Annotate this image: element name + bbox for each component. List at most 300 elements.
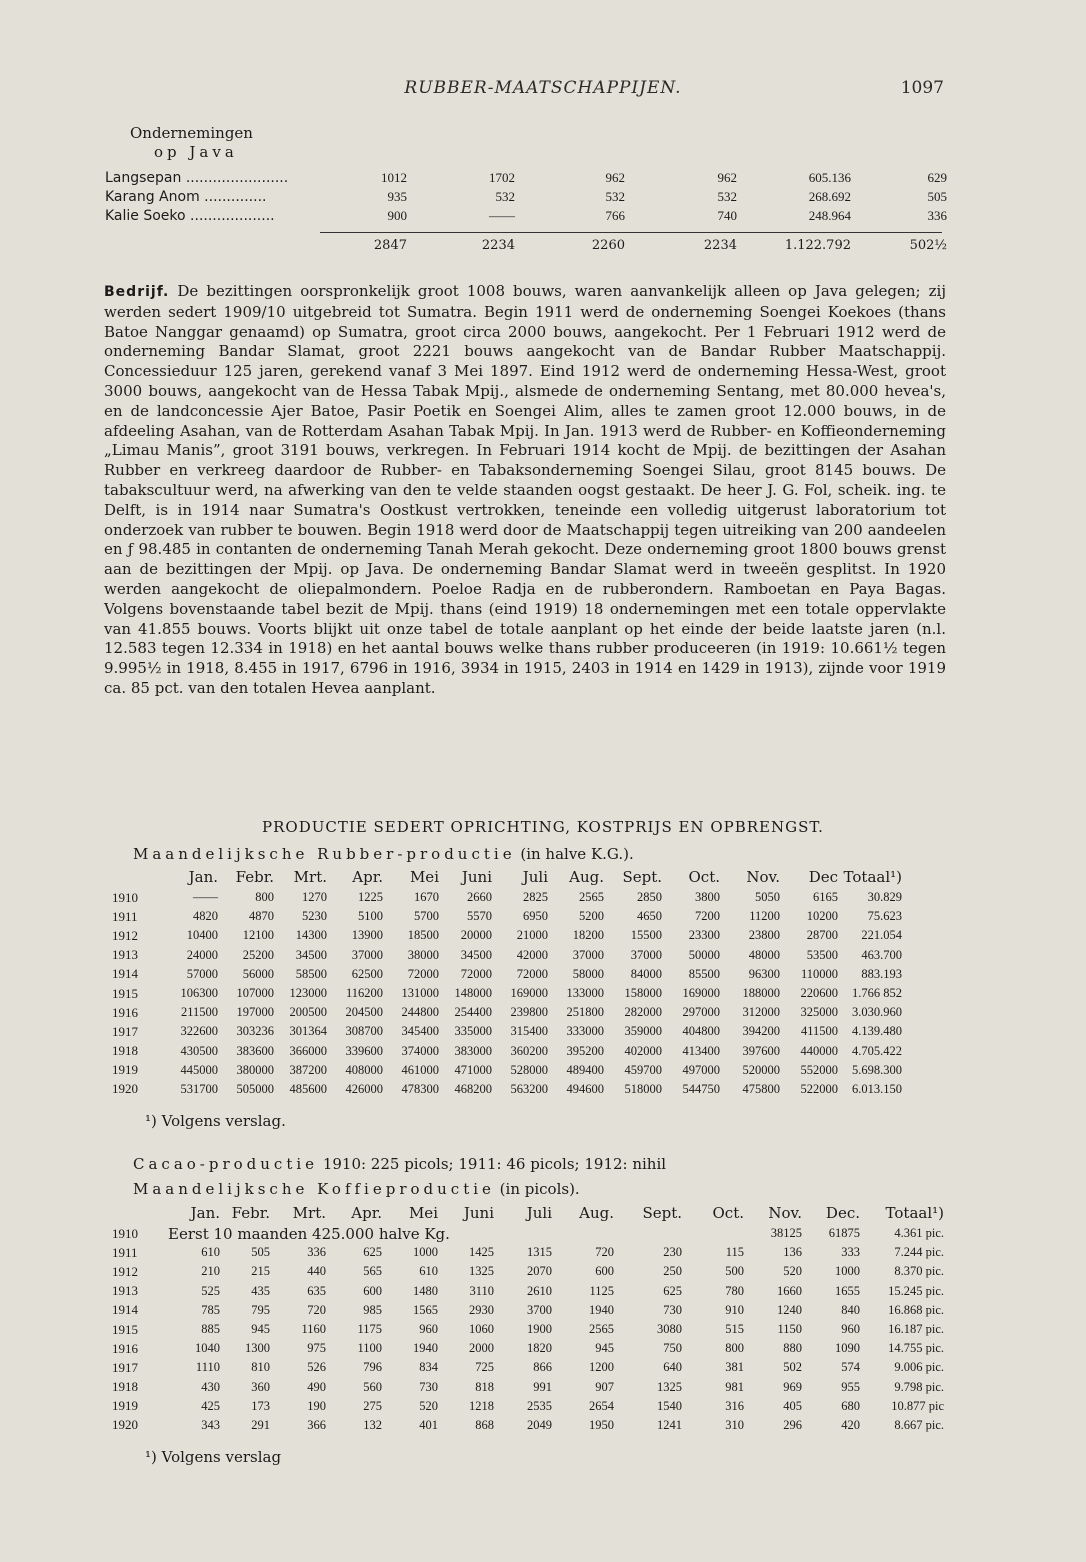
table-cell: 190 bbox=[307, 1398, 326, 1413]
year-cell: 1920 bbox=[112, 1417, 138, 1433]
table-cell: 1950 bbox=[589, 1417, 614, 1432]
table-cell: 380000 bbox=[236, 1062, 274, 1077]
column-header: Mei bbox=[408, 1204, 438, 1222]
table-cell: 23800 bbox=[748, 928, 780, 943]
table-cell: 518000 bbox=[624, 1081, 662, 1096]
table-row bbox=[112, 907, 902, 926]
table-cell: 18200 bbox=[572, 928, 604, 943]
table-cell: 526 bbox=[307, 1360, 326, 1375]
table-row bbox=[112, 946, 902, 965]
table-cell: 11200 bbox=[749, 909, 780, 924]
table-cell: 981 bbox=[725, 1379, 744, 1394]
table-cell: 605.136 bbox=[808, 169, 851, 185]
total-cell: 75.623 bbox=[867, 909, 902, 924]
table-cell: 106300 bbox=[180, 986, 218, 1001]
table-row bbox=[112, 1301, 944, 1320]
year-cell: 1919 bbox=[112, 1062, 138, 1078]
table-cell: 610 bbox=[419, 1264, 438, 1279]
table-cell: 84000 bbox=[630, 966, 662, 981]
table-cell: 169000 bbox=[682, 986, 720, 1001]
table-cell: 1270 bbox=[302, 890, 327, 905]
year-cell: 1912 bbox=[112, 927, 138, 943]
rubber-label: Maandelijksche Rubber-productie bbox=[133, 845, 516, 863]
table-cell: 796 bbox=[363, 1360, 382, 1375]
table-cell: 5570 bbox=[467, 909, 492, 924]
table-cell: 1000 bbox=[413, 1245, 438, 1260]
column-header: Oct. bbox=[712, 1204, 744, 1222]
table-cell: 248.964 bbox=[808, 207, 851, 223]
table-cell: 2654 bbox=[589, 1398, 614, 1413]
table-cell: 383600 bbox=[236, 1043, 274, 1058]
table-cell: 600 bbox=[595, 1264, 614, 1279]
table-cell: 960 bbox=[841, 1322, 860, 1337]
table-cell: 505 bbox=[251, 1245, 270, 1260]
table-cell: 610 bbox=[201, 1245, 220, 1260]
table-cell: 23300 bbox=[688, 928, 720, 943]
table-cell: 188000 bbox=[742, 986, 780, 1001]
table-cell: 532 bbox=[605, 188, 625, 204]
total-cell: 16.868 pic. bbox=[888, 1302, 944, 1317]
table-cell: 14300 bbox=[295, 928, 327, 943]
table-cell: 969 bbox=[783, 1379, 802, 1394]
table-cell: 366000 bbox=[289, 1043, 327, 1058]
table-cell: 325000 bbox=[800, 1005, 838, 1020]
year-cell: 1916 bbox=[112, 1340, 138, 1356]
table-cell: 445000 bbox=[180, 1062, 218, 1077]
table-cell: 520000 bbox=[742, 1062, 780, 1077]
total-cell: 9.798 pic. bbox=[894, 1379, 944, 1394]
table-cell: 107000 bbox=[236, 986, 274, 1001]
table-cell: 254400 bbox=[454, 1005, 492, 1020]
table-cell: 680 bbox=[841, 1398, 860, 1413]
table-cell: 4820 bbox=[193, 909, 218, 924]
table-cell: 1175 bbox=[357, 1322, 382, 1337]
table-cell: 48000 bbox=[748, 947, 780, 962]
cacao-label: Cacao-productie bbox=[133, 1155, 319, 1173]
table-cell: 900 bbox=[387, 207, 407, 223]
table-cell: 1702 bbox=[489, 169, 515, 185]
table-cell: 750 bbox=[663, 1341, 682, 1356]
table-cell: 110000 bbox=[800, 966, 838, 981]
table-cell: 625 bbox=[363, 1245, 382, 1260]
total-cell: 3.030.960 bbox=[852, 1005, 902, 1020]
table-row bbox=[105, 187, 947, 206]
table-cell: 531700 bbox=[180, 1081, 218, 1096]
table-cell: 1218 bbox=[469, 1398, 494, 1413]
total-cell: 2234 bbox=[481, 238, 515, 253]
table-cell: 800 bbox=[725, 1341, 744, 1356]
table-row bbox=[112, 1061, 902, 1080]
table-cell: 522000 bbox=[800, 1081, 838, 1096]
table-cell: 960 bbox=[419, 1322, 438, 1337]
year-cell: 1913 bbox=[112, 947, 138, 963]
table-cell: 625 bbox=[663, 1283, 682, 1298]
table-cell: 2535 bbox=[527, 1398, 552, 1413]
table-cell: 21000 bbox=[516, 928, 548, 943]
table-row bbox=[112, 1262, 944, 1281]
table-cell: 1940 bbox=[413, 1341, 438, 1356]
java-heading-line1: Ondernemingen bbox=[130, 124, 253, 142]
table-row bbox=[112, 1042, 902, 1061]
table-cell: 387200 bbox=[289, 1062, 327, 1077]
total-cell: 5.698.300 bbox=[852, 1062, 902, 1077]
table-cell: 1300 bbox=[245, 1341, 270, 1356]
table-cell: 268.692 bbox=[808, 188, 851, 204]
column-header: Dec bbox=[808, 868, 838, 886]
table-cell: 404800 bbox=[682, 1024, 720, 1039]
table-cell: 4870 bbox=[249, 909, 274, 924]
table-cell: 459700 bbox=[624, 1062, 662, 1077]
java-totals-row bbox=[105, 238, 947, 253]
table-cell: 322600 bbox=[180, 1024, 218, 1039]
table-cell: 505000 bbox=[236, 1081, 274, 1096]
table-cell: 20000 bbox=[460, 928, 492, 943]
table-cell: 1820 bbox=[527, 1341, 552, 1356]
rubber-footnote: ¹) Volgens verslag. bbox=[145, 1112, 286, 1130]
total-cell: 2234 bbox=[703, 238, 737, 253]
table-cell: 13900 bbox=[351, 928, 383, 943]
total-cell: 16.187 pic. bbox=[888, 1322, 944, 1337]
table-row bbox=[112, 1378, 944, 1397]
table-cell: 1940 bbox=[589, 1302, 614, 1317]
table-cell: 345400 bbox=[401, 1024, 439, 1039]
year-cell: 1913 bbox=[112, 1283, 138, 1299]
table-cell: 116200 bbox=[345, 986, 383, 1001]
table-cell: 4650 bbox=[637, 909, 662, 924]
year-cell: 1917 bbox=[112, 1359, 138, 1375]
table-cell: 115 bbox=[725, 1245, 744, 1260]
coffee-unit: (in picols). bbox=[494, 1180, 580, 1198]
table-cell: 1150 bbox=[777, 1322, 802, 1337]
table-cell: 1325 bbox=[657, 1379, 682, 1394]
table-cell: 315400 bbox=[510, 1024, 548, 1039]
total-cell: 30.829 bbox=[867, 890, 902, 905]
table-cell: 1100 bbox=[357, 1341, 382, 1356]
table-cell: 133000 bbox=[566, 986, 604, 1001]
table-cell: 2000 bbox=[469, 1341, 494, 1356]
table-cell: 430 bbox=[201, 1379, 220, 1394]
table-cell: 336 bbox=[307, 1245, 326, 1260]
column-header bbox=[112, 866, 156, 888]
table-cell: 2825 bbox=[523, 890, 548, 905]
table-row bbox=[112, 1416, 944, 1435]
table-cell: 5050 bbox=[755, 890, 780, 905]
column-header: Jan. bbox=[190, 1204, 220, 1222]
year-cell: 1914 bbox=[112, 1302, 138, 1318]
table-cell: 640 bbox=[663, 1360, 682, 1375]
table-cell: 962 bbox=[717, 169, 737, 185]
table-cell: 935 bbox=[387, 188, 407, 204]
production-section-title: PRODUCTIE SEDERT OPRICHTING, KOSTPRIJS EN OPBRENGST. bbox=[262, 818, 824, 836]
table-cell: 169000 bbox=[510, 986, 548, 1001]
table-cell: 1660 bbox=[777, 1283, 802, 1298]
year-cell: 1920 bbox=[112, 1081, 138, 1097]
table-cell: 366 bbox=[307, 1417, 326, 1432]
table-header-row bbox=[112, 866, 902, 888]
table-cell: 96300 bbox=[748, 966, 780, 981]
table-cell: 25200 bbox=[242, 947, 274, 962]
year-cell: 1918 bbox=[112, 1043, 138, 1059]
table-cell: 210 bbox=[201, 1264, 220, 1279]
table-cell: 401 bbox=[419, 1417, 438, 1432]
column-header: Nov. bbox=[768, 1204, 802, 1222]
total-cell: 4.361 pic. bbox=[894, 1226, 944, 1241]
table-cell: 158000 bbox=[624, 986, 662, 1001]
table-cell: 800 bbox=[255, 890, 274, 905]
table-cell: 1480 bbox=[413, 1283, 438, 1298]
table-cell: 394200 bbox=[742, 1024, 780, 1039]
total-cell: 14.755 pic. bbox=[888, 1341, 944, 1356]
column-header: Febr. bbox=[231, 1204, 270, 1222]
table-cell: 945 bbox=[595, 1341, 614, 1356]
table-cell: 58500 bbox=[295, 966, 327, 981]
column-header bbox=[112, 1202, 156, 1224]
page-number: 1097 bbox=[900, 78, 944, 98]
table-cell: 296 bbox=[783, 1417, 802, 1432]
total-cell: 1.766 852 bbox=[852, 986, 902, 1001]
total-cell: 6.013.150 bbox=[852, 1081, 902, 1096]
table-cell: 1200 bbox=[589, 1360, 614, 1375]
table-cell: 1315 bbox=[527, 1245, 552, 1260]
java-heading-line2: op Java bbox=[154, 143, 238, 161]
total-cell: 8.370 pic. bbox=[894, 1264, 944, 1279]
table-cell: 532 bbox=[717, 188, 737, 204]
table-cell: 2850 bbox=[637, 890, 662, 905]
table-cell: 1040 bbox=[195, 1341, 220, 1356]
table-cell: 408000 bbox=[345, 1062, 383, 1077]
table-cell: 430500 bbox=[180, 1043, 218, 1058]
table-cell: 560 bbox=[363, 1379, 382, 1394]
column-header: Febr. bbox=[235, 868, 274, 886]
column-header: Dec. bbox=[825, 1204, 860, 1222]
table-cell: 1240 bbox=[777, 1302, 802, 1317]
column-header: Aug. bbox=[579, 1204, 614, 1222]
table-cell: 574 bbox=[841, 1360, 860, 1375]
table-cell: 282000 bbox=[624, 1005, 662, 1020]
year-cell: 1918 bbox=[112, 1379, 138, 1395]
table-cell: 1012 bbox=[381, 169, 407, 185]
table-cell: 220600 bbox=[800, 986, 838, 1001]
estate-name: Karang Anom .............. bbox=[105, 188, 267, 205]
column-header: Apr. bbox=[352, 868, 383, 886]
table-cell: 336 bbox=[927, 207, 947, 223]
table-cell: 2660 bbox=[467, 890, 492, 905]
table-cell: 131000 bbox=[401, 986, 439, 1001]
table-cell: 250 bbox=[663, 1264, 682, 1279]
table-cell: 50000 bbox=[688, 947, 720, 962]
table-cell: 200500 bbox=[289, 1005, 327, 1020]
table-cell: 308700 bbox=[345, 1024, 383, 1039]
paragraph-text: De bezittingen oorspronkelijk groot 1008 bouws, waren aanvankelijk alleen op Java gelegen; zij werden sedert 1909/10 uitgebreid tot Sumatra. Begin 1911 werd de onderneming Soengei Koekoes (thans Batoe Nanggar genaamd) op Sumatra, groot circa 2000 bouws, aangekocht. Per 1 Februari 1912 werd de onderneming Bandar Slamat, groot 2221 bouws aangekocht van de Bandar Rubber Maatschappij. Concessieduur 125 jaren, gerekend vanaf 3 Mei 1897. Eind 1912 werd de onderneming Hessa-West, groot 3000 bouws, aangekocht van de Hessa Tabak Mpij., alsmede de onderneming Sentang, met 80.000 hevea's, en de landconcessie Ajer Batoe, Pasir Poetik en Soengei Alim, alles te zamen groot 12.000 bouws, in de afdeeling Asahan, van de Rotterdam Asahan Tabak Mpij. In Jan. 1913 werd de Rubber- en Koffieonderneming „Limau Manis”, groot 3191 bouws, verkregen. In Februari 1914 kocht de Mpij. de bezittingen der Asahan Rubber en verkreeg daardoor de Rubber- en Tabaksonderneming Soengei Silau, groot 8145 bouws. De tabakscultuur werd, na afwerking van den te velde staanden oogst gestaakt. De heer J. G. Fol, scheik. ing. te Delft, is in 1914 naar Sumatra's Oostkust vertrokken, teneinde een volledig uitgerust laboratorium tot onderzoek van rubber te bouwen. Begin 1918 werd door de Maatschappij tegen uitreiking van 200 aandeelen en ƒ 98.485 in contanten de onderneming Tanah Merah gekocht. Deze onderneming groot 1800 bouws grenst aan de bezittingen der Mpij. op Java. De onderneming Bandar Slamat werd in tweeën gesplitst. In 1920 werden aangekocht de oliepalmondern. Poeloe Radja en de rubberondern. Ramboetan en Paya Bagas. Volgens bovenstaande tabel bezit de Mpij. thans (eind 1919) 18 ondernemingen met een totale oppervlakte van 41.855 bouws. Voorts blijkt uit onze tabel de totale aanplant op het einde der beide laatste jaren (n.l. 12.583 tegen 12.334 in 1918) en het aantal bouws welke thans rubber produceeren (in 1919: 10.661½ tegen 9.995½ in 1918, 8.455 in 1917, 6796 in 1916, 3934 in 1915, 2403 in 1914 en 1429 in 1913), zijnde voor 1919 ca. 85 pct. van den totalen Hevea aanplant. bbox=[104, 282, 946, 697]
table-cell: 489400 bbox=[566, 1062, 604, 1077]
table-cell: 37000 bbox=[572, 947, 604, 962]
table-cell: 600 bbox=[363, 1283, 382, 1298]
coffee-1910-note: Eerst 10 maanden 425.000 halve Kg. bbox=[168, 1224, 450, 1243]
total-cell: 221.054 bbox=[861, 928, 902, 943]
table-cell: 5230 bbox=[302, 909, 327, 924]
table-row bbox=[112, 965, 902, 984]
table-cell: 520 bbox=[783, 1264, 802, 1279]
table-cell: 18500 bbox=[407, 928, 439, 943]
table-cell: 528000 bbox=[510, 1062, 548, 1077]
column-header: Aug. bbox=[569, 868, 604, 886]
bedrijf-paragraph bbox=[104, 282, 946, 699]
coffee-footnote: ¹) Volgens verslag bbox=[145, 1448, 282, 1466]
table-cell: 780 bbox=[725, 1283, 744, 1298]
table-cell: 563200 bbox=[510, 1081, 548, 1096]
table-cell: 395200 bbox=[566, 1043, 604, 1058]
table-cell: 72000 bbox=[460, 966, 492, 981]
table-cell: 840 bbox=[841, 1302, 860, 1317]
table-cell: 53500 bbox=[806, 947, 838, 962]
table-cell: 333000 bbox=[566, 1024, 604, 1039]
total-cell: 8.667 pic. bbox=[894, 1417, 944, 1432]
table-cell: 211500 bbox=[180, 1005, 218, 1020]
total-cell: 10.877 pic bbox=[891, 1398, 944, 1413]
table-row bbox=[112, 1003, 902, 1022]
table-row bbox=[112, 1358, 944, 1377]
table-cell: 730 bbox=[419, 1379, 438, 1394]
table-cell: 1565 bbox=[413, 1302, 438, 1317]
table-cell: 5100 bbox=[358, 909, 383, 924]
table-cell: 440000 bbox=[800, 1043, 838, 1058]
table-cell: 136 bbox=[783, 1245, 802, 1260]
table-cell: 85500 bbox=[688, 966, 720, 981]
total-cell: 502½ bbox=[909, 238, 947, 253]
table-cell: 62500 bbox=[351, 966, 383, 981]
java-estates-table bbox=[105, 168, 947, 225]
table-cell: 730 bbox=[663, 1302, 682, 1317]
table-cell: 291 bbox=[251, 1417, 270, 1432]
rubber-unit: (in halve K.G.). bbox=[515, 845, 634, 863]
table-cell: 525 bbox=[201, 1283, 220, 1298]
table-cell: 720 bbox=[307, 1302, 326, 1317]
table-cell: 275 bbox=[363, 1398, 382, 1413]
table-cell: 544750 bbox=[682, 1081, 720, 1096]
table-row bbox=[112, 1224, 944, 1243]
column-header: Apr. bbox=[351, 1204, 382, 1222]
table-cell: 312000 bbox=[742, 1005, 780, 1020]
table-row bbox=[105, 238, 947, 253]
table-cell: 785 bbox=[201, 1302, 220, 1317]
table-cell: 6950 bbox=[523, 909, 548, 924]
table-cell: 1670 bbox=[414, 890, 439, 905]
table-row bbox=[112, 1282, 944, 1301]
table-cell: 230 bbox=[663, 1245, 682, 1260]
table-cell: 34500 bbox=[460, 947, 492, 962]
table-cell: 374000 bbox=[401, 1043, 439, 1058]
table-cell: 251800 bbox=[566, 1005, 604, 1020]
table-cell: 1060 bbox=[469, 1322, 494, 1337]
table-cell bbox=[105, 238, 357, 253]
estate-name: Langsepan ....................... bbox=[105, 169, 289, 186]
total-cell: 15.245 pic. bbox=[888, 1283, 944, 1298]
table-cell: 1900 bbox=[527, 1322, 552, 1337]
table-cell: 3700 bbox=[527, 1302, 552, 1317]
java-table-heading bbox=[130, 124, 253, 162]
table-cell: 795 bbox=[251, 1302, 270, 1317]
table-cell: 411500 bbox=[800, 1024, 838, 1039]
running-header-title: RUBBER-MAATSCHAPPIJEN. bbox=[404, 78, 682, 98]
column-header: Juli bbox=[526, 1204, 552, 1222]
table-row bbox=[112, 1339, 944, 1358]
table-cell: 834 bbox=[419, 1360, 438, 1375]
table-cell: 61875 bbox=[828, 1226, 860, 1241]
table-cell: 720 bbox=[595, 1245, 614, 1260]
table-row bbox=[112, 1022, 902, 1041]
table-cell: 38000 bbox=[407, 947, 439, 962]
table-cell: 57000 bbox=[186, 966, 218, 981]
table-cell: 494600 bbox=[566, 1081, 604, 1096]
year-cell: 1910 bbox=[112, 1225, 138, 1241]
total-cell: 1.122.792 bbox=[784, 238, 851, 253]
table-cell: 910 bbox=[725, 1302, 744, 1317]
table-cell: 478300 bbox=[401, 1081, 439, 1096]
table-row bbox=[105, 168, 947, 187]
table-cell: 766 bbox=[605, 207, 625, 223]
table-row bbox=[112, 926, 902, 945]
table-cell: 2070 bbox=[527, 1264, 552, 1279]
table-cell: 3110 bbox=[469, 1283, 494, 1298]
table-cell: 552000 bbox=[800, 1062, 838, 1077]
table-cell: 962 bbox=[605, 169, 625, 185]
table-cell: 173 bbox=[251, 1398, 270, 1413]
table-row bbox=[112, 888, 902, 907]
table-row bbox=[112, 1243, 944, 1262]
column-header: Jan. bbox=[188, 868, 218, 886]
table-cell: 880 bbox=[783, 1341, 802, 1356]
table-cell: —— bbox=[193, 890, 218, 905]
table-cell: 955 bbox=[841, 1379, 860, 1394]
table-row bbox=[112, 1320, 944, 1339]
table-cell: 1655 bbox=[835, 1283, 860, 1298]
table-cell: 5200 bbox=[579, 909, 604, 924]
table-cell: 868 bbox=[475, 1417, 494, 1432]
table-cell: 818 bbox=[475, 1379, 494, 1394]
table-cell: 975 bbox=[307, 1341, 326, 1356]
table-cell: 56000 bbox=[242, 966, 274, 981]
table-cell: 413400 bbox=[682, 1043, 720, 1058]
table-cell: 740 bbox=[717, 207, 737, 223]
table-row bbox=[112, 1397, 944, 1416]
table-cell: 991 bbox=[533, 1379, 552, 1394]
table-cell: 1425 bbox=[469, 1245, 494, 1260]
year-cell: 1911 bbox=[112, 1244, 138, 1260]
cacao-line bbox=[133, 1155, 666, 1173]
table-header-row bbox=[112, 1202, 944, 1224]
table-cell: 333 bbox=[841, 1245, 860, 1260]
table-cell: 123000 bbox=[289, 986, 327, 1001]
table-cell: 1225 bbox=[358, 890, 383, 905]
table-cell: 405 bbox=[783, 1398, 802, 1413]
table-cell: 10400 bbox=[186, 928, 218, 943]
table-cell: 383000 bbox=[454, 1043, 492, 1058]
table-cell: 34500 bbox=[295, 947, 327, 962]
estate-name: Kalie Soeko ................... bbox=[105, 207, 275, 224]
table-cell: 475800 bbox=[742, 1081, 780, 1096]
column-header: Sept. bbox=[622, 868, 662, 886]
table-cell: 1110 bbox=[195, 1360, 220, 1375]
table-cell: 629 bbox=[927, 169, 947, 185]
table-cell: 2610 bbox=[527, 1283, 552, 1298]
table-cell: 5700 bbox=[414, 909, 439, 924]
table-cell: 360 bbox=[251, 1379, 270, 1394]
column-header: Mei bbox=[409, 868, 439, 886]
table-cell: 490 bbox=[307, 1379, 326, 1394]
table-cell: 945 bbox=[251, 1322, 270, 1337]
column-header: Mrt. bbox=[292, 1204, 326, 1222]
table-cell: 565 bbox=[363, 1264, 382, 1279]
